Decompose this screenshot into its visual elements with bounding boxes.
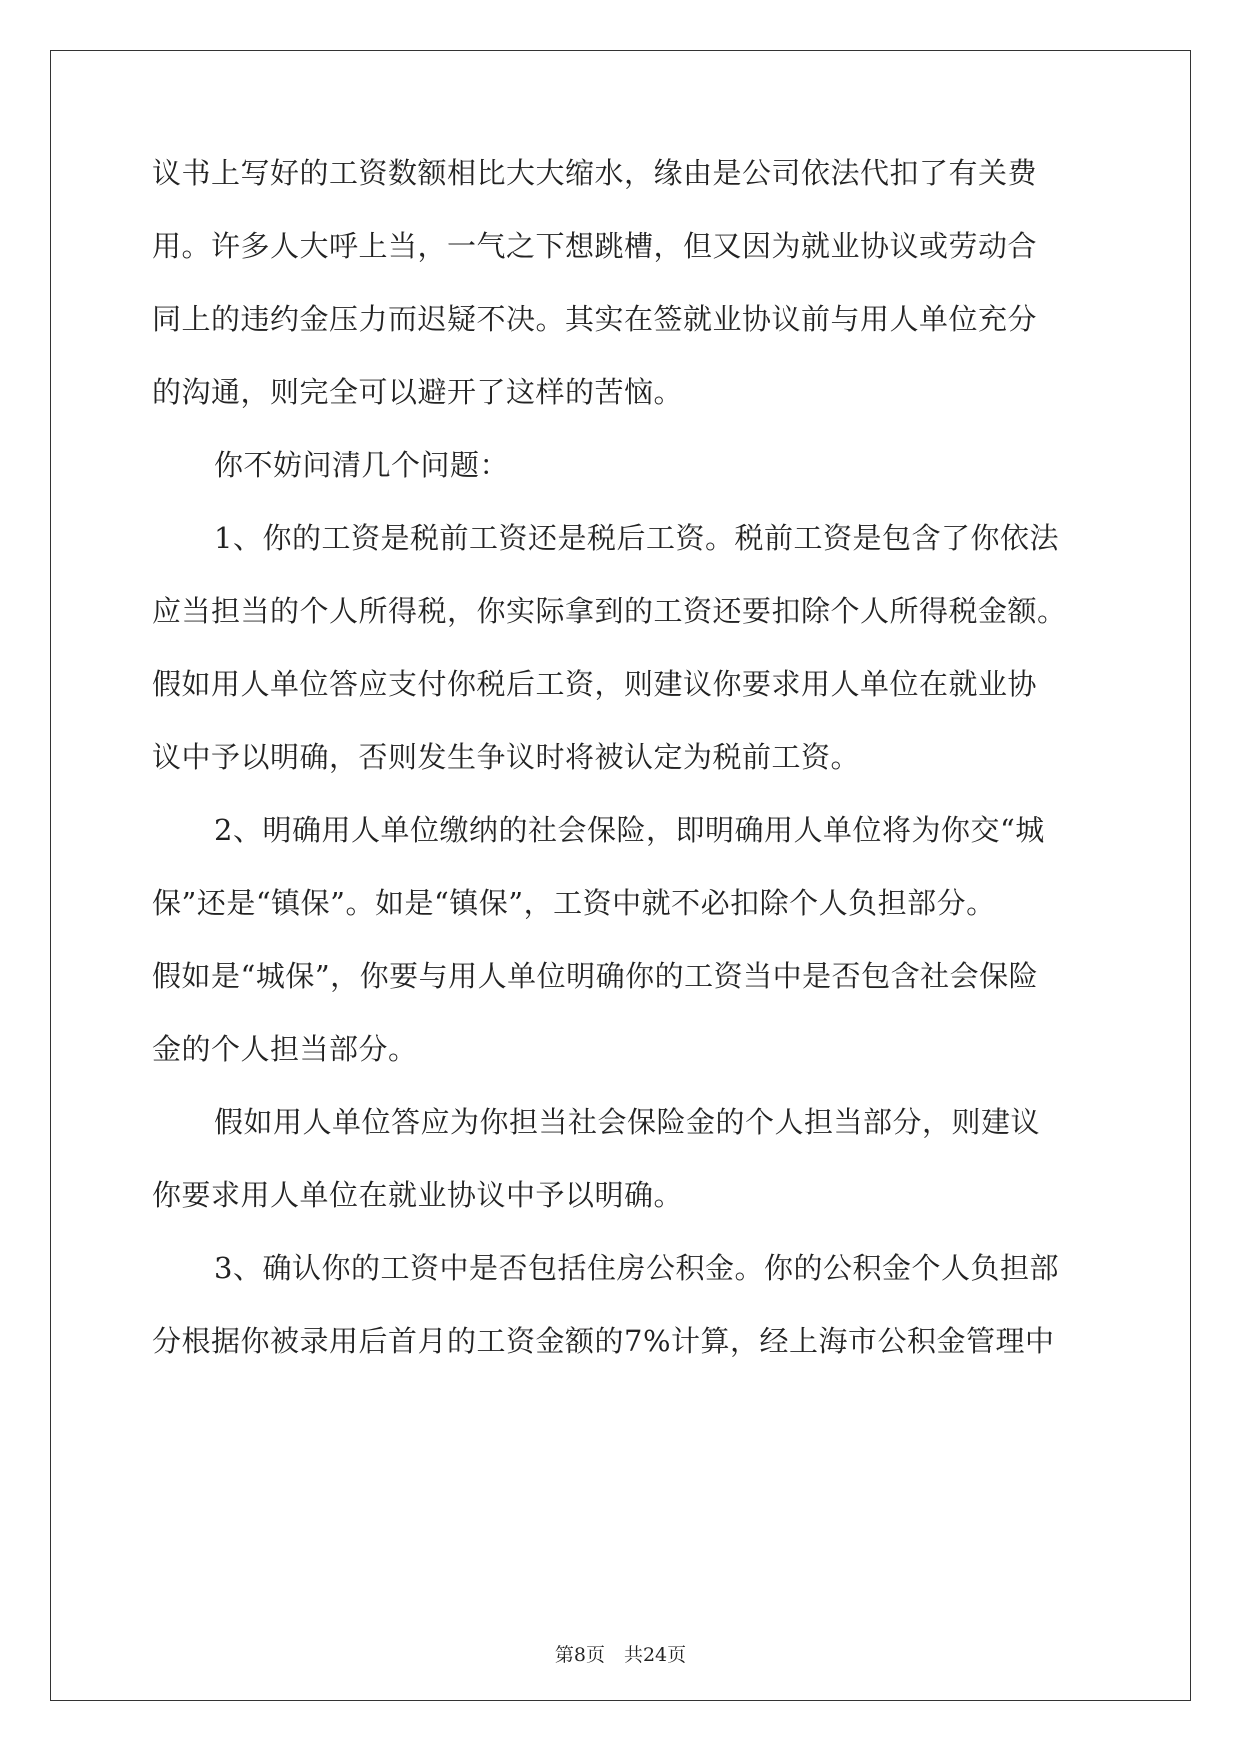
paragraph-line: 假如用人单位答应支付你税后工资，则建议你要求用人单位在就业协: [152, 667, 1038, 701]
paragraph-line: 议中予以明确，否则发生争议时将被认定为税前工资。: [152, 740, 861, 774]
paragraph-line: 分根据你被录用后首月的工资金额的7%计算，经上海市公积金管理中: [152, 1324, 1055, 1358]
paragraph-line: 假如是“城保”，你要与用人单位明确你的工资当中是否包含社会保险: [152, 959, 1039, 993]
paragraph-line: 金的个人担当部分。: [152, 1032, 418, 1066]
paragraph-line: 用。许多人大呼上当，一气之下想跳槽，但又因为就业协议或劳动合: [152, 229, 1038, 263]
paragraph-line: 你要求用人单位在就业协议中予以明确。: [152, 1178, 684, 1212]
paragraph-line: 1、你的工资是税前工资还是税后工资。税前工资是包含了你依法: [214, 521, 1059, 555]
paragraph-line: 3、确认你的工资中是否包括住房公积金。你的公积金个人负担部: [214, 1251, 1059, 1285]
paragraph-line: 保”还是“镇保”。如是“镇保”，工资中就不必扣除个人负担部分。: [152, 886, 996, 920]
page-number-footer: 第8页 共24页: [554, 1644, 687, 1666]
paragraph-line: 同上的违约金压力而迟疑不决。其实在签就业协议前与用人单位充分: [152, 302, 1038, 336]
page-border: [50, 50, 1191, 1701]
paragraph-line: 议书上写好的工资数额相比大大缩水，缘由是公司依法代扣了有关费: [152, 156, 1038, 190]
paragraph-line: 应当担当的个人所得税，你实际拿到的工资还要扣除个人所得税金额。: [152, 594, 1067, 628]
paragraph-line: 的沟通，则完全可以避开了这样的苦恼。: [152, 375, 684, 409]
paragraph-line: 2、明确用人单位缴纳的社会保险，即明确用人单位将为你交“城: [214, 813, 1045, 847]
paragraph-line: 你不妨问清几个问题：: [214, 448, 510, 482]
paragraph-line: 假如用人单位答应为你担当社会保险金的个人担当部分，则建议: [214, 1105, 1041, 1139]
